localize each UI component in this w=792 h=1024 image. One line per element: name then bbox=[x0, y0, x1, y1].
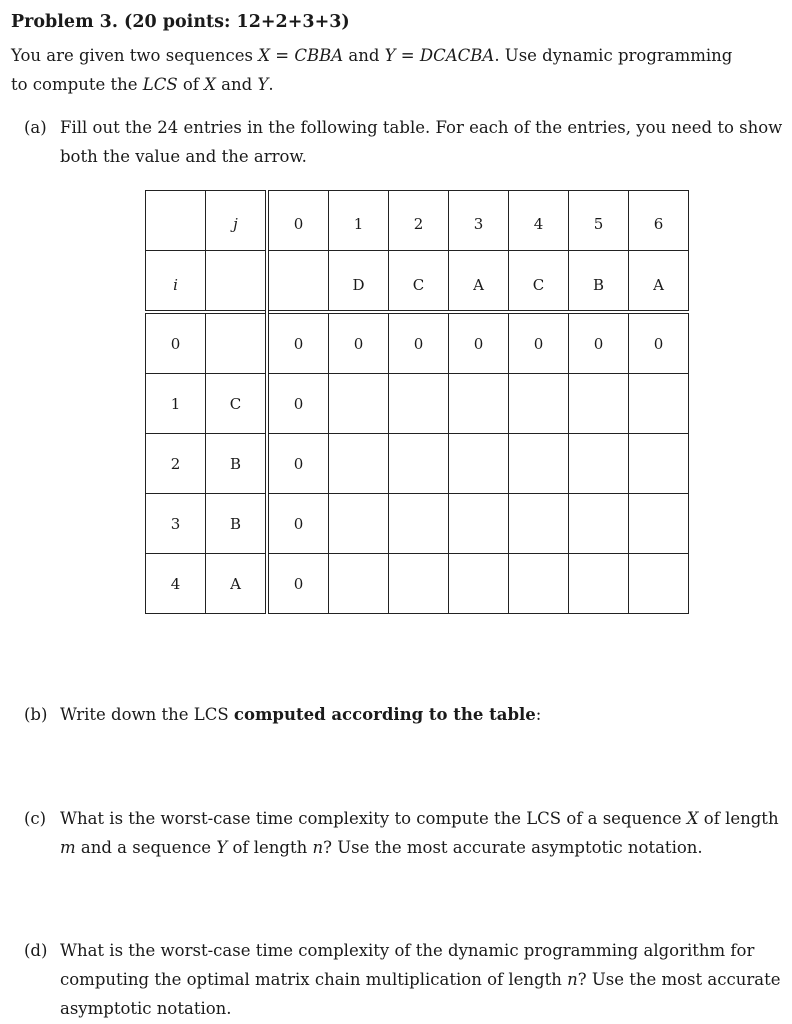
table-cell: 0 bbox=[267, 554, 329, 614]
part-b: (b) Write down the LCS computed according to the table: bbox=[24, 705, 542, 724]
table-cell[interactable] bbox=[569, 554, 629, 614]
table-cell: 0 bbox=[329, 312, 389, 374]
problem-title: Problem 3. (20 points: 12+2+3+3) bbox=[11, 12, 350, 32]
y-char-6: A bbox=[629, 251, 689, 313]
table-cell[interactable] bbox=[569, 434, 629, 494]
table-cell: 0 bbox=[267, 312, 329, 374]
y-char-2: C bbox=[389, 251, 449, 313]
table-cell[interactable] bbox=[449, 494, 509, 554]
table-cell[interactable] bbox=[389, 374, 449, 434]
table-row bbox=[146, 554, 689, 614]
row-index: 1 bbox=[146, 374, 206, 434]
j-index-5: 5 bbox=[569, 191, 629, 251]
table-cell: 0 bbox=[509, 312, 569, 374]
table-cell[interactable] bbox=[509, 374, 569, 434]
y-char-empty bbox=[267, 251, 329, 313]
table-cell[interactable] bbox=[629, 554, 689, 614]
table-cell: 0 bbox=[389, 312, 449, 374]
table-cell[interactable] bbox=[569, 374, 629, 434]
y-char-5: B bbox=[569, 251, 629, 313]
table-row bbox=[146, 374, 689, 434]
table-cell[interactable] bbox=[449, 374, 509, 434]
table-cell[interactable] bbox=[389, 554, 449, 614]
i-label: i bbox=[146, 251, 206, 313]
table-cell[interactable] bbox=[449, 554, 509, 614]
table-cell[interactable] bbox=[629, 374, 689, 434]
table-cell[interactable] bbox=[389, 494, 449, 554]
part-a: (a) Fill out the 24 entries in the following table. For each of the entries, you need to show both the value and the arrow. bbox=[24, 118, 783, 166]
table-cell[interactable] bbox=[509, 494, 569, 554]
table-row bbox=[146, 434, 689, 494]
x-equation: X = CBBA bbox=[258, 46, 344, 65]
row-index: 4 bbox=[146, 554, 206, 614]
j-index-0: 0 bbox=[267, 191, 329, 251]
table-cell[interactable] bbox=[569, 494, 629, 554]
row-index: 0 bbox=[146, 312, 206, 374]
row-index: 3 bbox=[146, 494, 206, 554]
x-char: B bbox=[206, 434, 268, 494]
j-index-2: 2 bbox=[389, 191, 449, 251]
table-cell: 0 bbox=[267, 434, 329, 494]
table-cell[interactable] bbox=[449, 434, 509, 494]
j-index-6: 6 bbox=[629, 191, 689, 251]
x-char bbox=[206, 312, 268, 374]
y-equation: Y = DCACBA bbox=[384, 46, 495, 65]
table-cell[interactable] bbox=[629, 434, 689, 494]
table-cell[interactable] bbox=[509, 554, 569, 614]
table-cell: 0 bbox=[629, 312, 689, 374]
part-d: (d) What is the worst-case time complexity of the dynamic programming algorithm for computing the optimal matrix chain multiplication of length n? Use the most accurate asymptotic notation. bbox=[24, 941, 781, 1018]
y-char-3: A bbox=[449, 251, 509, 313]
x-char: C bbox=[206, 374, 268, 434]
part-c: (c) What is the worst-case time complexity to compute the LCS of a sequence X of length m and a sequence Y of length n? Use the most accurate asymptotic notation. bbox=[24, 809, 779, 857]
j-index-1: 1 bbox=[329, 191, 389, 251]
row-index: 2 bbox=[146, 434, 206, 494]
table-cell: 0 bbox=[267, 374, 329, 434]
corner-cell bbox=[146, 191, 206, 251]
x-char: B bbox=[206, 494, 268, 554]
y-char-1: D bbox=[329, 251, 389, 313]
table-cell[interactable] bbox=[629, 494, 689, 554]
table-cell[interactable] bbox=[389, 434, 449, 494]
y-char-4: C bbox=[509, 251, 569, 313]
problem-intro: You are given two sequences X = CBBA and Y = DCACBA. Use dynamic programming to compute the LCS of X and Y. bbox=[11, 46, 733, 94]
x-char: A bbox=[206, 554, 268, 614]
lcs-dp-table bbox=[145, 190, 689, 614]
table-row bbox=[146, 494, 689, 554]
table-cell: 0 bbox=[449, 312, 509, 374]
table-cell: 0 bbox=[267, 494, 329, 554]
j-index-3: 3 bbox=[449, 191, 509, 251]
table-cell[interactable] bbox=[329, 554, 389, 614]
table-cell: 0 bbox=[569, 312, 629, 374]
table-row bbox=[146, 312, 689, 374]
j-label: j bbox=[206, 191, 268, 251]
table-cell[interactable] bbox=[509, 434, 569, 494]
header-blank-cell bbox=[206, 251, 268, 313]
table-cell[interactable] bbox=[329, 434, 389, 494]
j-index-4: 4 bbox=[509, 191, 569, 251]
table-cell[interactable] bbox=[329, 494, 389, 554]
table-cell[interactable] bbox=[329, 374, 389, 434]
